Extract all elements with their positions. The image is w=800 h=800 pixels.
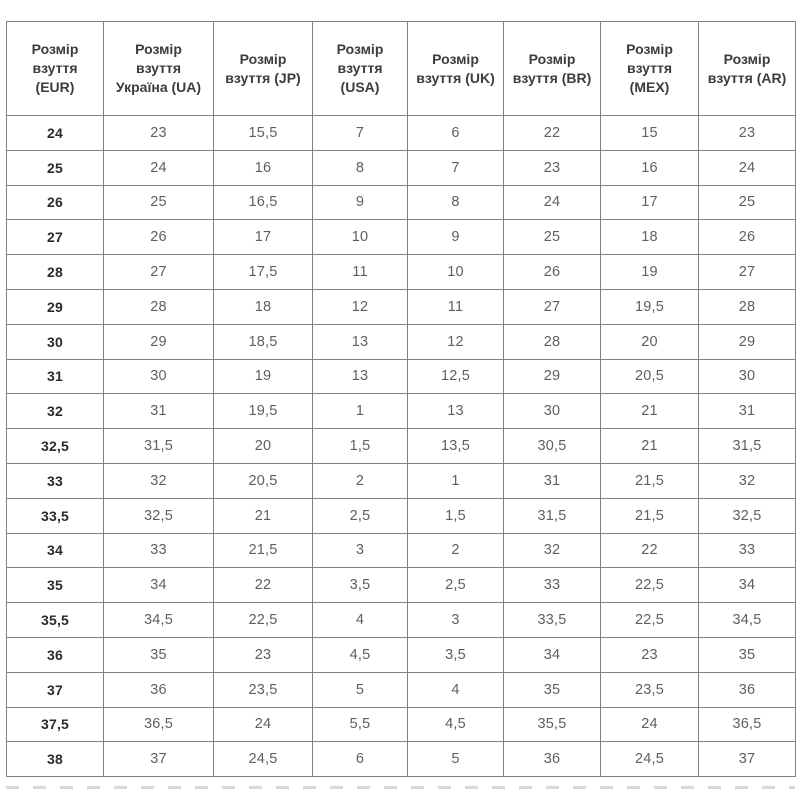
table-cell: 11 bbox=[408, 289, 504, 324]
table-cell: 4,5 bbox=[408, 707, 504, 742]
table-cell: 36,5 bbox=[699, 707, 796, 742]
row-header-cell: 30 bbox=[7, 324, 104, 359]
table-cell: 23,5 bbox=[214, 672, 313, 707]
table-cell: 33 bbox=[699, 533, 796, 568]
table-cell: 25 bbox=[504, 220, 601, 255]
table-cell: 22 bbox=[601, 533, 699, 568]
table-cell: 9 bbox=[313, 185, 408, 220]
table-cell: 30 bbox=[104, 359, 214, 394]
table-cell: 3 bbox=[313, 533, 408, 568]
table-row bbox=[7, 637, 796, 672]
table-cell: 3 bbox=[408, 603, 504, 638]
table-cell: 35 bbox=[504, 672, 601, 707]
shoe-size-conversion-table bbox=[6, 21, 796, 777]
table-cell: 8 bbox=[408, 185, 504, 220]
table-row bbox=[7, 603, 796, 638]
table-cell: 22,5 bbox=[601, 568, 699, 603]
row-header-cell: 25 bbox=[7, 150, 104, 185]
table-cell: 23 bbox=[504, 150, 601, 185]
table-cell: 26 bbox=[699, 220, 796, 255]
column-header-ar: Розмір взуття (AR) bbox=[699, 22, 796, 116]
table-cell: 27 bbox=[504, 289, 601, 324]
table-cell: 15,5 bbox=[214, 116, 313, 151]
table-cell: 34 bbox=[104, 568, 214, 603]
table-cell: 35 bbox=[104, 637, 214, 672]
table-cell: 11 bbox=[313, 255, 408, 290]
table-cell: 25 bbox=[104, 185, 214, 220]
row-header-cell: 37,5 bbox=[7, 707, 104, 742]
table-cell: 1 bbox=[408, 463, 504, 498]
table-cell: 12,5 bbox=[408, 359, 504, 394]
row-header-cell: 37 bbox=[7, 672, 104, 707]
table-cell: 25 bbox=[699, 185, 796, 220]
table-cell: 5,5 bbox=[313, 707, 408, 742]
table-cell: 23 bbox=[104, 116, 214, 151]
table-row bbox=[7, 359, 796, 394]
table-cell: 20 bbox=[601, 324, 699, 359]
table-cell: 33,5 bbox=[504, 603, 601, 638]
table-header-row bbox=[7, 22, 796, 116]
table-cell: 37 bbox=[104, 742, 214, 777]
table-cell: 16 bbox=[214, 150, 313, 185]
table-cell: 36 bbox=[504, 742, 601, 777]
row-header-cell: 26 bbox=[7, 185, 104, 220]
table-cell: 1 bbox=[313, 394, 408, 429]
row-header-cell: 27 bbox=[7, 220, 104, 255]
table-cell: 31,5 bbox=[699, 429, 796, 464]
table-cell: 34 bbox=[504, 637, 601, 672]
table-cell: 21 bbox=[601, 429, 699, 464]
table-cell: 30 bbox=[699, 359, 796, 394]
table-cell: 20 bbox=[214, 429, 313, 464]
table-row bbox=[7, 672, 796, 707]
table-row bbox=[7, 116, 796, 151]
row-header-cell: 28 bbox=[7, 255, 104, 290]
column-header-eur: Розмір взуття (EUR) bbox=[7, 22, 104, 116]
table-cell: 29 bbox=[699, 324, 796, 359]
row-header-cell: 32,5 bbox=[7, 429, 104, 464]
table-cell: 22 bbox=[504, 116, 601, 151]
table-cell: 24 bbox=[104, 150, 214, 185]
table-cell: 24 bbox=[504, 185, 601, 220]
table-cell: 24 bbox=[601, 707, 699, 742]
table-header bbox=[7, 22, 796, 116]
table-cell: 32,5 bbox=[699, 498, 796, 533]
table-cell: 6 bbox=[313, 742, 408, 777]
table-cell: 13,5 bbox=[408, 429, 504, 464]
row-header-cell: 35,5 bbox=[7, 603, 104, 638]
table-cell: 35,5 bbox=[504, 707, 601, 742]
table-cell: 26 bbox=[504, 255, 601, 290]
table-cell: 28 bbox=[504, 324, 601, 359]
table-row bbox=[7, 533, 796, 568]
table-cell: 2,5 bbox=[408, 568, 504, 603]
table-cell: 27 bbox=[699, 255, 796, 290]
table-cell: 12 bbox=[408, 324, 504, 359]
table-cell: 2 bbox=[408, 533, 504, 568]
table-row bbox=[7, 255, 796, 290]
table-cell: 22,5 bbox=[214, 603, 313, 638]
table-cell: 33 bbox=[504, 568, 601, 603]
column-header-ua: Розмір взуття Україна (UA) bbox=[104, 22, 214, 116]
table-cell: 7 bbox=[408, 150, 504, 185]
table-cell: 32 bbox=[104, 463, 214, 498]
table-cell: 23 bbox=[699, 116, 796, 151]
table-cell: 35 bbox=[699, 637, 796, 672]
table-cell: 23 bbox=[601, 637, 699, 672]
table-cell: 28 bbox=[104, 289, 214, 324]
column-header-br: Розмір взуття (BR) bbox=[504, 22, 601, 116]
table-row bbox=[7, 150, 796, 185]
table-cell: 37 bbox=[699, 742, 796, 777]
table-cell: 3,5 bbox=[313, 568, 408, 603]
table-cell: 16 bbox=[601, 150, 699, 185]
row-header-cell: 31 bbox=[7, 359, 104, 394]
table-cell: 5 bbox=[313, 672, 408, 707]
table-cell: 28 bbox=[699, 289, 796, 324]
table-row bbox=[7, 742, 796, 777]
table-cell: 24,5 bbox=[214, 742, 313, 777]
table-cell: 21 bbox=[214, 498, 313, 533]
table-cell: 24 bbox=[699, 150, 796, 185]
table-row bbox=[7, 498, 796, 533]
table-cell: 4 bbox=[313, 603, 408, 638]
table-row bbox=[7, 394, 796, 429]
table-cell: 36 bbox=[699, 672, 796, 707]
table-cell: 20,5 bbox=[601, 359, 699, 394]
table-cell: 32 bbox=[699, 463, 796, 498]
table-cell: 29 bbox=[504, 359, 601, 394]
table-cell: 18,5 bbox=[214, 324, 313, 359]
table-row bbox=[7, 185, 796, 220]
table-row bbox=[7, 707, 796, 742]
table-cell: 18 bbox=[601, 220, 699, 255]
table-cell: 19 bbox=[601, 255, 699, 290]
table-cell: 3,5 bbox=[408, 637, 504, 672]
table-cell: 34 bbox=[699, 568, 796, 603]
row-header-cell: 33 bbox=[7, 463, 104, 498]
table-cell: 17,5 bbox=[214, 255, 313, 290]
table-cell: 17 bbox=[601, 185, 699, 220]
table-cell: 34,5 bbox=[104, 603, 214, 638]
table-cell: 7 bbox=[313, 116, 408, 151]
table-cell: 15 bbox=[601, 116, 699, 151]
table-row bbox=[7, 289, 796, 324]
table-cell: 21,5 bbox=[601, 498, 699, 533]
table-cell: 30 bbox=[504, 394, 601, 429]
table-cell: 12 bbox=[313, 289, 408, 324]
row-header-cell: 34 bbox=[7, 533, 104, 568]
table-cell: 17 bbox=[214, 220, 313, 255]
row-header-cell: 33,5 bbox=[7, 498, 104, 533]
table-cell: 1,5 bbox=[313, 429, 408, 464]
column-header-mex: Розмір взуття (MEX) bbox=[601, 22, 699, 116]
row-header-cell: 38 bbox=[7, 742, 104, 777]
table-cell: 13 bbox=[408, 394, 504, 429]
table-cell: 21,5 bbox=[214, 533, 313, 568]
table-cell: 23 bbox=[214, 637, 313, 672]
table-cell: 19,5 bbox=[601, 289, 699, 324]
table-cell: 10 bbox=[408, 255, 504, 290]
table-cell: 2 bbox=[313, 463, 408, 498]
table-cell: 34,5 bbox=[699, 603, 796, 638]
truncated-next-row-hint bbox=[6, 786, 795, 789]
table-cell: 26 bbox=[104, 220, 214, 255]
table-cell: 27 bbox=[104, 255, 214, 290]
table-cell: 36,5 bbox=[104, 707, 214, 742]
table-cell: 8 bbox=[313, 150, 408, 185]
row-header-cell: 24 bbox=[7, 116, 104, 151]
table-row bbox=[7, 220, 796, 255]
table-cell: 23,5 bbox=[601, 672, 699, 707]
table-cell: 22 bbox=[214, 568, 313, 603]
table-cell: 6 bbox=[408, 116, 504, 151]
row-header-cell: 36 bbox=[7, 637, 104, 672]
table-row bbox=[7, 429, 796, 464]
table-cell: 21,5 bbox=[601, 463, 699, 498]
table-cell: 33 bbox=[104, 533, 214, 568]
table-cell: 32 bbox=[504, 533, 601, 568]
column-header-jp: Розмір взуття (JP) bbox=[214, 22, 313, 116]
table-cell: 22,5 bbox=[601, 603, 699, 638]
table-cell: 13 bbox=[313, 359, 408, 394]
table-row bbox=[7, 324, 796, 359]
table-cell: 21 bbox=[601, 394, 699, 429]
row-header-cell: 35 bbox=[7, 568, 104, 603]
table-cell: 29 bbox=[104, 324, 214, 359]
table-cell: 20,5 bbox=[214, 463, 313, 498]
table-cell: 2,5 bbox=[313, 498, 408, 533]
table-row bbox=[7, 568, 796, 603]
table-cell: 24 bbox=[214, 707, 313, 742]
table-cell: 10 bbox=[313, 220, 408, 255]
column-header-usa: Розмір взуття (USA) bbox=[313, 22, 408, 116]
table-cell: 31 bbox=[504, 463, 601, 498]
table-cell: 31 bbox=[104, 394, 214, 429]
table-cell: 36 bbox=[104, 672, 214, 707]
table-cell: 4,5 bbox=[313, 637, 408, 672]
table-cell: 31,5 bbox=[504, 498, 601, 533]
table-cell: 1,5 bbox=[408, 498, 504, 533]
table-cell: 13 bbox=[313, 324, 408, 359]
table-cell: 9 bbox=[408, 220, 504, 255]
table-cell: 32,5 bbox=[104, 498, 214, 533]
table-cell: 30,5 bbox=[504, 429, 601, 464]
table-cell: 18 bbox=[214, 289, 313, 324]
table-cell: 5 bbox=[408, 742, 504, 777]
table-cell: 24,5 bbox=[601, 742, 699, 777]
table-cell: 31,5 bbox=[104, 429, 214, 464]
row-header-cell: 32 bbox=[7, 394, 104, 429]
table-cell: 4 bbox=[408, 672, 504, 707]
table-cell: 16,5 bbox=[214, 185, 313, 220]
table-cell: 31 bbox=[699, 394, 796, 429]
table-body bbox=[7, 116, 796, 777]
table-row bbox=[7, 463, 796, 498]
table-cell: 19 bbox=[214, 359, 313, 394]
row-header-cell: 29 bbox=[7, 289, 104, 324]
column-header-uk: Розмір взуття (UK) bbox=[408, 22, 504, 116]
table-cell: 19,5 bbox=[214, 394, 313, 429]
